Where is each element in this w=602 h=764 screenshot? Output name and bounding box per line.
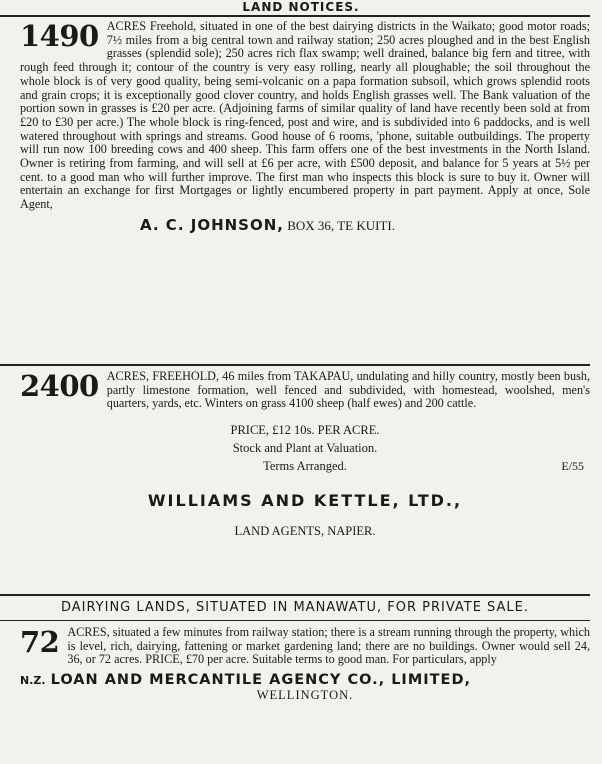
- section-title: DAIRYING LANDS, SITUATED IN MANAWATU, FOR PRIVATE SALE.: [60, 600, 530, 615]
- acreage-number: 2400: [20, 369, 99, 403]
- agency-prefix: N.Z.: [20, 674, 46, 688]
- firm-name: WILLIAMS AND KETTLE, LTD.,: [147, 491, 463, 511]
- advert-body: [20, 20, 590, 212]
- advert-1490-acres: [20, 20, 590, 342]
- stock-line: Stock and Plant at Valuation.: [232, 441, 378, 456]
- advert-2400-acres: [20, 370, 590, 585]
- firm-line: LAND AGENTS, NAPIER.: [234, 524, 376, 539]
- price-block: [20, 421, 590, 475]
- divider-rule: [0, 364, 590, 366]
- advert-text: ACRES Freehold, situated in one of the best dairying districts in the Waikato; good motor roads; 7½ miles from a big central town and railway station; 250 acres ploughed and in the best English grasses (splendid sole); 250 acres rich flax swamp; well drained, balance big fern and titree, with rough feed through it; contour of the country is very easy rolling, nearly all ploughable; the soil throughout the whole block is of very good quality, being semi-volcanic on a papa formation subsoil, which grows splendid roots and grain crops; it is exceptionally good clover country, and holds English grasses well. The Bank valuation of the portion sown in grasses is £20 per acre. (Adjoining farms of similar quality of land have recently been sold at from £20 to £30 per acre.) The whole block is ring-fenced, post and wire, and is subdivided into 6 paddocks, and is well watered throughout with springs and streams. Good house of 6 rooms, 'phone, suitable outbuildings. The property will run now 100 breeding cows and 400 sheep. This farm offers one of the best investments in the North Island. Owner is retiring from farming, and will sell at £6 per acre, with £500 deposit, and balance for 5 years at 5½ per cent. to a good man who will further improve. The first man who inspects this block is sure to buy it. Owner will entertain an exchange for first Mortgages or lightly encumbered property in part payment. Apply at once, Sole Agent,: [20, 19, 590, 212]
- acreage-number: 72: [20, 625, 60, 659]
- terms-line: [20, 457, 590, 475]
- agent-signature: [20, 216, 590, 234]
- advert-text: ACRES, situated a few minutes from railway station; there is a stream running through the property, which is level, rich, dairying, fattening or market gardening land; there are no buildings. Owner would sell 24, 36, or 72 acres. PRICE, £70 per acre. Suitable terms to good man. For particulars, apply: [67, 625, 590, 667]
- advert-body: [20, 370, 590, 411]
- advert-code: E/55: [561, 459, 584, 474]
- agency-line: [20, 669, 590, 688]
- agency-city: WELLINGTON.: [256, 688, 354, 703]
- advert-72-acres: [20, 626, 590, 760]
- section-rule: [0, 620, 590, 621]
- agent-address: BOX 36, TE KUITI.: [287, 217, 395, 233]
- header-rule: [0, 15, 590, 17]
- terms-text: Terms Arranged.: [263, 459, 347, 474]
- divider-rule: [0, 594, 590, 596]
- page-header: LAND NOTICES.: [242, 0, 360, 14]
- advert-body: [20, 626, 590, 667]
- agent-name: A. C. JOHNSON,: [140, 215, 284, 234]
- price-line: PRICE, £12 10s. PER ACRE.: [230, 423, 380, 438]
- acreage-number: 1490: [20, 19, 99, 53]
- agency-name: LOAN AND MERCANTILE AGENCY CO., LIMITED,: [50, 672, 471, 689]
- advert-text: ACRES, FREEHOLD, 46 miles from TAKAPAU, undulating and hilly country, mostly been bush, partly limestone formation, well fenced and subdivided, with homestead, woolshed, men's quarters, yards, etc. Winters on grass 4100 sheep (half ewes) and 200 cattle.: [106, 369, 590, 411]
